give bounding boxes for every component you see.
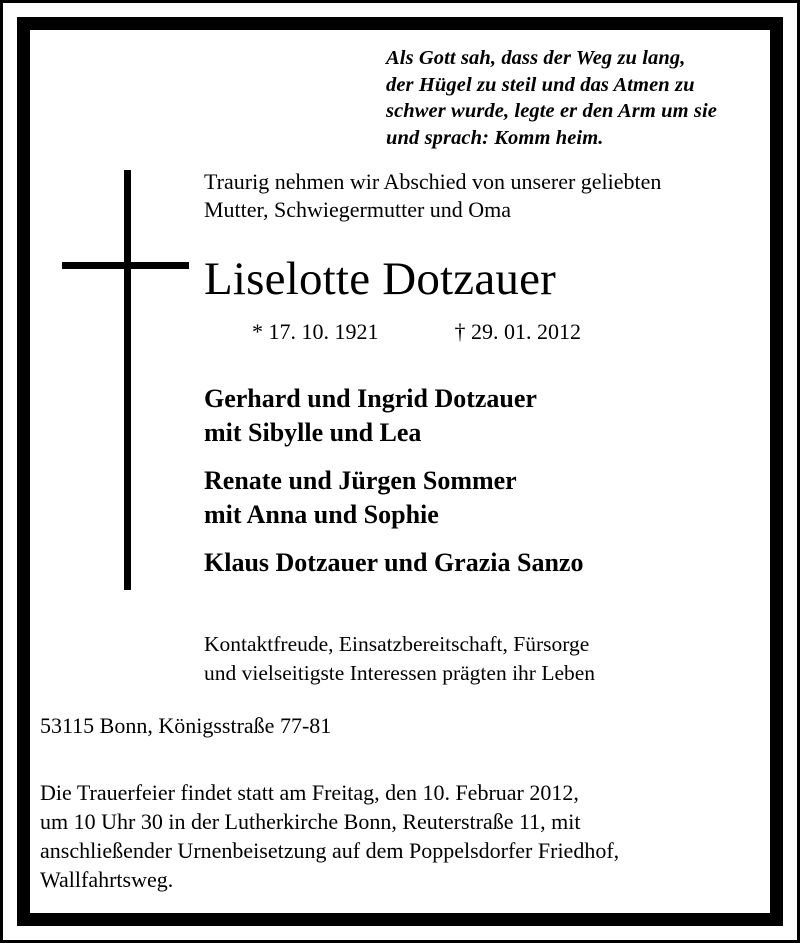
family-line: mit Anna und Sophie	[204, 499, 439, 529]
family-group	[204, 382, 764, 449]
tribute-line: und vielseitigste Interessen prägten ihr Leben	[204, 661, 596, 685]
surviving-family-list	[204, 382, 764, 580]
poem-line: schwer wurde, legte er den Arm um sie	[386, 100, 717, 122]
life-dates	[252, 318, 672, 346]
funeral-service-details	[40, 778, 760, 894]
family-line: Klaus Dotzauer und Grazia Sanzo	[204, 548, 584, 577]
birth-date: * 17. 10. 1921	[252, 319, 379, 344]
funeral-line: Wallfahrtsweg.	[40, 867, 174, 892]
funeral-line: Die Trauerfeier findet statt am Freitag, den 10. Februar 2012,	[40, 780, 579, 805]
poem-line: Als Gott sah, dass der Weg zu lang,	[386, 47, 686, 69]
family-line: mit Sibylle und Lea	[204, 417, 422, 447]
intro-line: Mutter, Schwiegermutter und Oma	[204, 197, 512, 222]
tribute-text	[204, 630, 764, 688]
cross-vertical-stem	[124, 170, 131, 590]
death-notice-frame-inner	[17, 17, 783, 926]
address-line: 53115 Bonn, Königsstraße 77-81	[40, 713, 332, 738]
tribute-line: Kontaktfreude, Einsatzbereitschaft, Fürsorge	[204, 632, 590, 656]
farewell-intro-text	[204, 168, 784, 224]
poem-line: und sprach: Komm heim.	[386, 126, 604, 149]
death-notice-body	[30, 30, 770, 913]
family-line: Gerhard und Ingrid Dotzauer	[204, 384, 537, 413]
funeral-line: um 10 Uhr 30 in der Lutherkirche Bonn, Reuterstraße 11, mit	[40, 809, 581, 834]
memorial-poem	[386, 45, 766, 151]
christian-cross-icon	[30, 30, 230, 630]
family-group	[204, 464, 764, 531]
deceased-name: Liselotte Dotzauer	[204, 253, 557, 305]
intro-line: Traurig nehmen wir Abschied von unserer geliebten	[204, 169, 662, 194]
funeral-line: anschließender Urnenbeisetzung auf dem Poppelsdorfer Friedhof,	[40, 838, 620, 863]
poem-line: der Hügel zu steil und das Atmen zu	[386, 73, 695, 96]
cross-horizontal-bar	[62, 262, 189, 269]
family-line: Renate und Jürgen Sommer	[204, 466, 517, 495]
death-date: † 29. 01. 2012	[454, 319, 581, 344]
family-group	[204, 546, 764, 580]
